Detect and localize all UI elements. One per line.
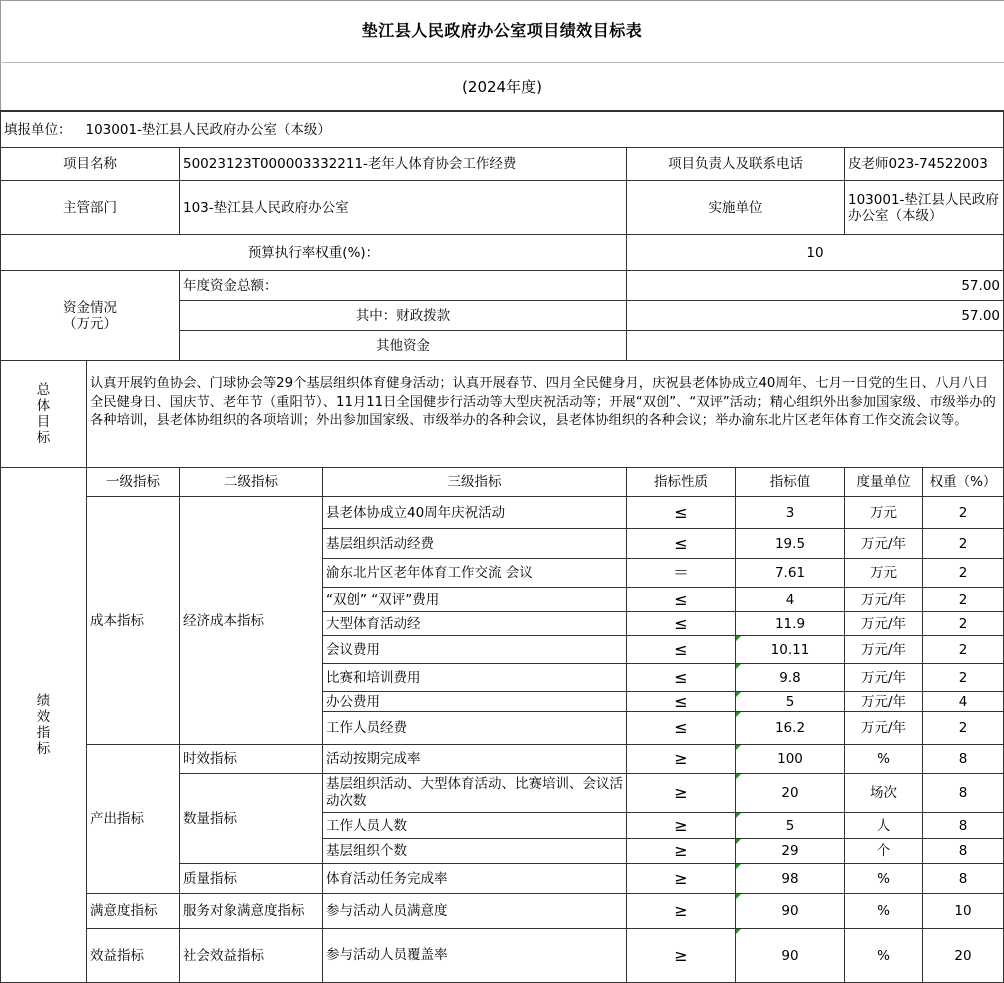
indicator-unit: % [845,864,923,894]
indicator-unit: 万元/年 [845,712,923,745]
budget-weight-label: 预算执行率权重(%)： [0,235,627,271]
indicator-value: 20 [736,774,845,813]
funds-total-value: 57.00 [627,271,1004,301]
indicator-unit: 万元 [845,559,923,588]
goal-label-char: 标 [36,430,51,446]
goal-label-char: 目 [36,414,51,430]
indicator-unit: 人 [845,813,923,839]
contact-value: 皮老师023-74522003 [845,148,1004,181]
indicator-weight: 2 [923,588,1004,612]
indicator-value: 11.9 [736,612,845,636]
year-subtitle: (2024年度) [462,77,542,96]
indicator-weight: 8 [923,864,1004,894]
level3-indicator: 基层组织活动、大型体育活动、比赛培训、会议活动次数 [323,774,627,813]
indicator-value: 7.61 [736,559,845,588]
level3-indicator: 渝东北片区老年体育工作交流 会议 [323,559,627,588]
indicator-nature: ≥ [627,894,736,929]
indicator-unit: % [845,894,923,929]
header-level2: 二级指标 [180,468,323,497]
indicator-value: 4 [736,588,845,612]
level1-satisfaction: 满意度指标 [87,894,180,929]
budget-weight-value: 10 [627,235,1004,271]
reporting-unit-value: 103001-垫江县人民政府办公室（本级） [85,121,331,138]
indicator-weight: 2 [923,712,1004,745]
indicator-weight: 4 [923,692,1004,712]
dept-label: 主管部门 [0,181,180,235]
indicator-value: 100 [736,745,845,774]
indicator-nature: ≤ [627,529,736,559]
indicator-unit: 场次 [845,774,923,813]
indicator-weight: 2 [923,636,1004,664]
header-unit: 度量单位 [845,468,923,497]
indicator-weight: 2 [923,497,1004,529]
indicator-nature: ＝ [627,559,736,588]
funds-label-line2: （万元） [63,315,117,332]
funds-other-label: 其他资金 [180,331,627,361]
indicator-value: 5 [736,692,845,712]
indicator-unit: % [845,929,923,983]
indicator-unit: 万元 [845,497,923,529]
indicator-unit: 万元/年 [845,664,923,692]
level3-indicator: 活动按期完成率 [323,745,627,774]
indicator-weight: 2 [923,612,1004,636]
indicator-weight: 8 [923,839,1004,864]
page-title: 垫江县人民政府办公室项目绩效目标表 [0,0,1004,63]
level2-timeliness: 时效指标 [180,745,323,774]
level3-indicator: 基层组织活动经费 [323,529,627,559]
indicator-nature: ≤ [627,664,736,692]
indicator-unit: 万元/年 [845,636,923,664]
level2-service-satisfaction: 服务对象满意度指标 [180,894,323,929]
impl-label: 实施单位 [627,181,845,235]
level2-quality: 质量指标 [180,864,323,894]
indicator-nature: ≥ [627,774,736,813]
level3-indicator: “双创” “双评”费用 [323,588,627,612]
indicator-value: 16.2 [736,712,845,745]
funds-fiscal-value: 57.00 [627,301,1004,331]
indicator-value: 90 [736,894,845,929]
indicator-weight: 8 [923,813,1004,839]
funds-other-value [627,331,1004,361]
level3-indicator: 体育活动任务完成率 [323,864,627,894]
indicator-weight: 8 [923,774,1004,813]
level1-output: 产出指标 [87,745,180,894]
reporting-unit-label: 填报单位： [4,121,72,138]
level3-indicator: 参与活动人员覆盖率 [323,929,627,983]
level3-indicator: 会议费用 [323,636,627,664]
perf-label-char: 指 [36,725,51,741]
level2-social-benefit: 社会效益指标 [180,929,323,983]
indicator-nature: ≥ [627,839,736,864]
reporting-unit-row [0,110,1004,148]
project-name-value: 50023123T000003332211-老年人体育协会工作经费 [180,148,627,181]
indicator-weight: 20 [923,929,1004,983]
goal-label [0,361,87,468]
perf-label-char: 效 [36,709,51,725]
indicator-nature: ≥ [627,929,736,983]
funds-label-line1: 资金情况 [63,299,117,316]
perf-label-char: 绩 [36,693,51,709]
indicator-unit: 万元/年 [845,692,923,712]
funds-fiscal-label: 其中：财政拨款 [180,301,627,331]
indicator-value: 98 [736,864,845,894]
header-level3: 三级指标 [323,468,627,497]
indicator-weight: 10 [923,894,1004,929]
impl-value: 103001-垫江县人民政府办公室（本级） [845,181,1004,235]
level3-indicator: 工作人员人数 [323,813,627,839]
level2-quantity: 数量指标 [180,774,323,864]
header-level1: 一级指标 [87,468,180,497]
level3-indicator: 比赛和培训费用 [323,664,627,692]
indicator-weight: 2 [923,664,1004,692]
indicator-value: 29 [736,839,845,864]
indicator-unit: 万元/年 [845,588,923,612]
indicator-nature: ≤ [627,588,736,612]
level2-economic-cost: 经济成本指标 [180,497,323,745]
goal-label-char: 总 [36,382,51,398]
indicator-value: 10.11 [736,636,845,664]
indicator-nature: ≤ [627,497,736,529]
indicator-nature: ≤ [627,636,736,664]
header-weight: 权重（%） [923,468,1004,497]
level1-benefit: 效益指标 [87,929,180,983]
dept-value: 103-垫江县人民政府办公室 [180,181,627,235]
indicator-weight: 2 [923,529,1004,559]
indicator-unit: 个 [845,839,923,864]
funds-total-label: 年度资金总额： [180,271,627,301]
indicator-weight: 2 [923,559,1004,588]
level3-indicator: 基层组织个数 [323,839,627,864]
indicator-nature: ≥ [627,813,736,839]
project-name-label: 项目名称 [0,148,180,181]
indicator-value: 3 [736,497,845,529]
indicator-value: 90 [736,929,845,983]
contact-label: 项目负责人及联系电话 [627,148,845,181]
level1-cost: 成本指标 [87,497,180,745]
indicator-nature: ≤ [627,612,736,636]
indicator-value: 9.8 [736,664,845,692]
indicator-nature: ≥ [627,745,736,774]
level3-indicator: 参与活动人员满意度 [323,894,627,929]
goal-text: 认真开展钓鱼协会、门球协会等29个基层组织体育健身活动；认真开展春节、四月全民健身月，庆祝县老体协成立40周年、七月一日党的生日、八月八日全民健身日、国庆节、老年节（重阳节）、11月11日全国健步行活动等大型庆祝活动等；开展“双创”、“双评”活动；精心组织外出参加国家级、市级举办的各种培训，县老体协组织的各项培训；外出参加国家级、市级举办的各种会议，县老体协组织的各种会议；举办渝东北片区老年体育工作交流会议等。 [87,361,1004,468]
indicator-nature: ≤ [627,712,736,745]
level3-indicator: 工作人员经费 [323,712,627,745]
header-nature: 指标性质 [627,468,736,497]
level3-indicator: 大型体育活动经 [323,612,627,636]
indicator-value: 5 [736,813,845,839]
header-value: 指标值 [736,468,845,497]
perf-label [0,468,87,983]
indicator-unit: 万元/年 [845,612,923,636]
indicator-nature: ≥ [627,864,736,894]
funds-label [0,271,180,361]
indicator-weight: 8 [923,745,1004,774]
indicator-unit: % [845,745,923,774]
indicator-unit: 万元/年 [845,529,923,559]
indicator-value: 19.5 [736,529,845,559]
goal-label-char: 体 [36,398,51,414]
indicator-nature: ≤ [627,692,736,712]
perf-label-char: 标 [36,741,51,757]
level3-indicator: 县老体协成立40周年庆祝活动 [323,497,627,529]
level3-indicator: 办公费用 [323,692,627,712]
